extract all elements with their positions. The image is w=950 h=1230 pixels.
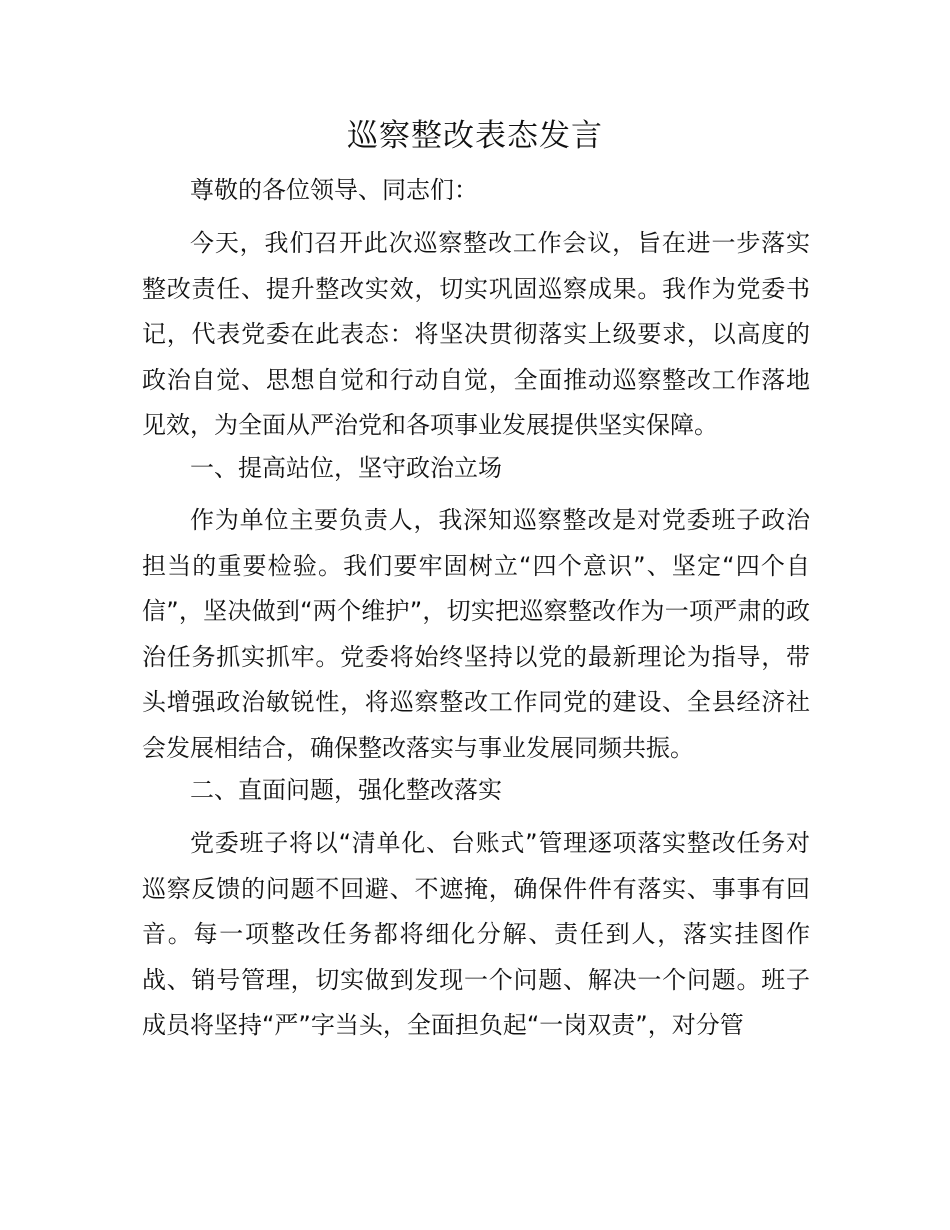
document-title: 巡察整改表态发言 — [347, 118, 603, 154]
section-1-paragraph: 作为单位主要负责人，我深知巡察整改是对党委班子政治担当的重要检验。我们要牢固树立“四个意识”、坚定“四个自信”，坚决做到“两个维护”，切实把巡察整改作为一项严肃的政治任务抓实抓牢。党委将始终坚持以党的最新理论为指导，带头增强政治敏锐性，将巡察整改工作同党的建设、全县经济社会发展相结合，确保整改落实与事业发展同频共振。 — [142, 506, 810, 762]
section-2-paragraph: 党委班子将以“清单化、台账式”管理逐项落实整改任务对巡察反馈的问题不回避、不遮掩，确保件件有落实、事事有回音。每一项整改任务都将细化分解、责任到人，落实挂图作战、销号管理，切实做到发现一个问题、解决一个问题。班子成员将坚持“严”字当头，全面担负起“一岗双责”，对分管 — [142, 829, 810, 1039]
section-1-heading: 一、提高站位，坚守政治立场 — [190, 454, 502, 482]
salutation: 尊敬的各位领导、同志们： — [190, 176, 478, 204]
section-2-heading: 二、直面问题，强化整改落实 — [190, 776, 502, 804]
intro-paragraph: 今天，我们召开此次巡察整改工作会议，旨在进一步落实整改责任、提升整改实效，切实巩固巡察成果。我作为党委书记，代表党委在此表态：将坚决贯彻落实上级要求，以高度的政治自觉、思想自觉和行动自觉，全面推动巡察整改工作落地见效，为全面从严治党和各项事业发展提供坚实保障。 — [142, 229, 810, 439]
